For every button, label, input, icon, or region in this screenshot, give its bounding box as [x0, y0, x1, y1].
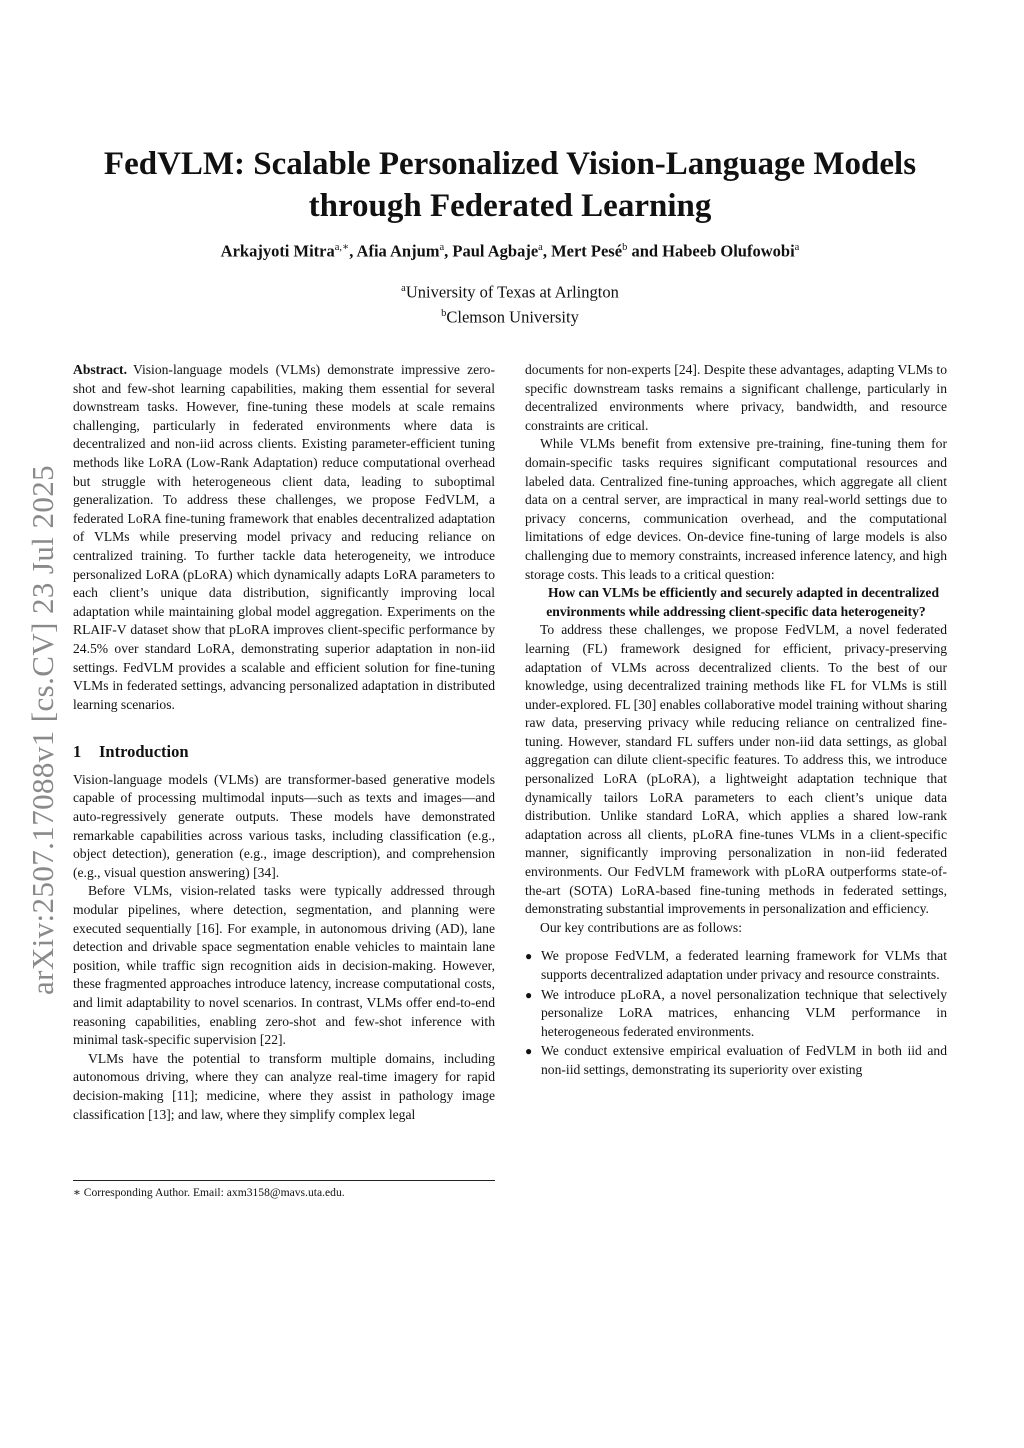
affiliation-list — [60, 278, 960, 327]
left-column — [73, 361, 495, 1124]
affiliation-mark: a — [401, 283, 406, 294]
arxiv-stamp-text: arXiv:2507.17088v1 [cs.CV] 23 Jul 2025 — [25, 464, 61, 996]
author-affiliation-mark: a,∗ — [334, 242, 350, 253]
abstract — [73, 361, 495, 714]
paper-title-line-1: FedVLM: Scalable Personalized Vision-Language Models — [103, 146, 917, 182]
author-affiliation-mark: b — [622, 242, 628, 253]
author-name: Habeeb Olufowobi — [662, 241, 795, 261]
bullet-icon: ● — [525, 949, 533, 964]
body-paragraph: Before VLMs, vision-related tasks were typically addressed through modular pipelines, where detection, segmentation, and planning were executed sequentially [16]. For example, in autonomous driving (AD), lane detection and drivable space segmentation enable vehicles to maintain lane position, while traffic sign recognition aids in decision-making. However, these fragmented approaches introduce latency, increase computational costs, and limit adaptability to novel scenarios. In contrast, VLMs offer end-to-end reasoning capabilities, enabling zero-shot and few-shot inference with minimal task-specific supervision [22]. — [73, 883, 495, 1048]
body-paragraph: While VLMs benefit from extensive pre-training, fine-tuning them for domain-specific tasks requires significant computational resources and labeled data. Centralized fine-tuning approaches, which aggregate all client data on a central server, are impractical in many real-world settings due to privacy concerns, communication overhead, and the computational limitations of edge devices. On-device fine-tuning of large models is also challenging due to memory constraints, increased inference latency, and high storage costs. This leads to a critical question: — [525, 436, 947, 582]
paper-title-line-2: through Federated Learning — [308, 188, 712, 224]
author-separator: and — [627, 241, 663, 261]
list-item — [525, 1042, 947, 1079]
list-item-text: We conduct extensive empirical evaluation of FedVLM in both iid and non-iid settings, demonstrating its superiority over existing — [541, 1043, 947, 1077]
affiliation — [60, 303, 960, 328]
author-affiliation-mark: a — [794, 242, 800, 253]
body-paragraph: Our key contributions are as follows: — [540, 919, 742, 935]
right-column — [525, 361, 947, 1081]
author-affiliation-mark: a — [538, 242, 543, 253]
affiliation-name: University of Texas at Arlington — [405, 282, 619, 302]
body-paragraph: Vision-language models (VLMs) are transformer-based generative models capable of processing multimodal inputs—such as texts and images—and auto-regressively generate outputs. These models have demonstrated remarkable capabilities across various tasks, including classification (e.g., object detection), generation (e.g., image description), and comprehension (e.g., visual question answering) [34]. — [73, 771, 495, 880]
footnote: ∗ Corresponding Author. Email: axm3158@mavs.uta.edu. — [73, 1186, 345, 1199]
section-number: 1 — [73, 742, 82, 762]
bullet-icon: ● — [525, 987, 533, 1002]
list-item-text: We introduce pLoRA, a novel personalization technique that selectively personalize LoRA matrices, enhancing VLM performance in heterogeneous federated environments. — [541, 986, 947, 1039]
contributions-list — [525, 947, 947, 1079]
author-separator: , — [444, 241, 453, 261]
research-question: How can VLMs be efficiently and securely adapted in decentralized environments while addressing client-specific data heterogeneity? — [546, 585, 940, 619]
affiliation-mark: b — [441, 307, 447, 319]
author-name: Arkajyoti Mitra — [220, 241, 335, 261]
affiliation-name: Clemson University — [446, 307, 579, 326]
section-title: Introduction — [99, 742, 189, 762]
abstract-label: Abstract. — [73, 362, 127, 377]
footnote-divider — [73, 1180, 495, 1181]
body-paragraph: To address these challenges, we propose FedVLM, a novel federated learning (FL) framework designed for efficient, privacy-preserving adaptation of VLMs across decentralized clients. To the best of our knowledge, using decentralized training methods like FL for VLMs is still under-explored. FL [30] enables collaborative model training without sharing raw data, preserving privacy while reducing reliance on centralized fine-tuning. However, standard FL suffers under non-iid data settings, as global aggregation can dilute client-specific features. To address this, we introduce personalized LoRA (pLoRA), a lightweight adaptation technique that dynamically tailors LoRA parameters to each client’s unique data distribution. Unlike standard LoRA, which applies a shared low-rank adaptation across all clients, pLoRA fine-tunes VLMs in a client-specific manner, significantly improving personalization in non-iid federated environments. Our FedVLM framework with pLoRA outperforms state-of-the-art (SOTA) LoRA-based fine-tuning methods in federated settings, demonstrating substantial improvements in personalization and efficiency. — [525, 622, 947, 917]
author-list — [60, 237, 960, 263]
paper-title — [60, 143, 960, 227]
author-affiliation-mark: a — [439, 242, 445, 253]
bullet-icon: ● — [525, 1044, 533, 1059]
body-paragraph: VLMs have the potential to transform multiple domains, including autonomous driving, where they can analyze real-time imagery for rapid decision-making [11]; medicine, where they assist in pathology image classification [13]; and law, where they simplify complex legal — [73, 1050, 495, 1122]
abstract-text: Vision-language models (VLMs) demonstrate impressive zero-shot and few-shot learning capabilities, making them essential for several downstream tasks. However, fine-tuning these models at scale remains challenging, particularly in federated environments where data is decentralized and non-iid across clients. Existing parameter-efficient tuning methods like LoRA (Low-Rank Adaptation) reduce computational overhead but struggle with heterogeneous client data, leading to suboptimal generalization. To address these challenges, we propose FedVLM, a federated LoRA fine-tuning framework that enables decentralized adaptation of VLMs while preserving model privacy and reducing reliance on centralized training. To further tackle data heterogeneity, we introduce personalized LoRA (pLoRA) which dynamically adapts LoRA parameters to each client’s unique data distribution, significantly improving local adaptation while maintaining global model aggregation. Experiments on the RLAIF-V dataset show that pLoRA improves client-specific performance by 24.5% over standard LoRA, demonstrating superior adaptation in non-iid settings. FedVLM provides a scalable and efficient solution for fine-tuning VLMs in federated settings, advancing personalized adaptation in distributed learning scenarios. — [73, 362, 495, 712]
body-paragraph: documents for non-experts [24]. Despite these advantages, adapting VLMs to specific downstream tasks remains a significant challenge, particularly in decentralized environments where privacy, bandwidth, and resource constraints are critical. — [525, 362, 947, 433]
author-name: Mert Pesé — [551, 241, 623, 261]
author-separator: , — [349, 241, 357, 261]
author-name: Afia Anjum — [356, 241, 440, 261]
list-item — [525, 947, 947, 984]
list-item — [525, 986, 947, 1042]
author-separator: , — [542, 241, 552, 261]
affiliation — [60, 278, 960, 303]
list-item-text: We propose FedVLM, a federated learning framework for VLMs that supports decentralized adaptation under privacy and resource constraints. — [541, 948, 947, 982]
author-name: Paul Agbaje — [452, 241, 539, 261]
arxiv-stamp — [18, 430, 68, 1030]
section-heading-introduction — [73, 743, 495, 762]
